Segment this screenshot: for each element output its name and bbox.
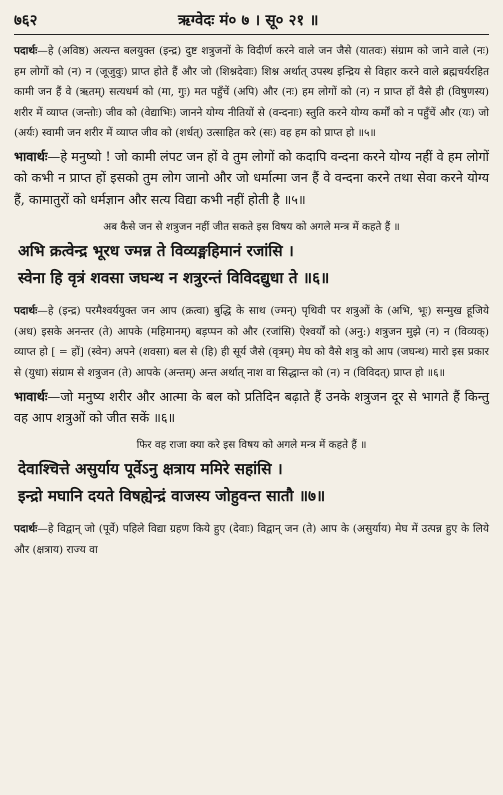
page-header	[14, 6, 489, 35]
padartha-label: पदार्थः	[14, 45, 38, 57]
padartha-text: —हे (इन्द्र) परमैश्वर्ययुक्त जन आप (क्रत्वा) बुद्धि के साथ (ज्मन्) पृथिवी पर शत्रुओं के (अभि, भूः) सन्मुख हूजिये (अध) इसके अनन्तर (ते) आपके (महिमानम्) बड़प्पन को और (रजांसि) ऐश्वर्यों को (अनु:) शत्रुजन मुझे (न) न (विव्यक्) व्याप्त हो [ = हों] (स्वेन) अपने (शवसा) बल से (हि) ही सूर्य जैसे (वृत्रम्) मेघ को वैसे शत्रु को आप (जघन्थ) मारो इस प्रकार से (युधा) संग्राम से शत्रुजन (ते) आपके (अन्तम्) अन्त अर्थात् नाश वा सिद्धान्त को (न) न (विविदत्) प्राप्त हो ॥६॥	[14, 305, 489, 379]
bhavartha-paragraph-6	[14, 387, 489, 430]
padartha-text: —हे विद्वान् जो (पूर्वे) पहिले विद्या ग्रहण किये हुए (देवाः) विद्वान् जन (ते) आप के (असुर्याय) मेघ में उत्पन्न हुए के लिये और (क्षत्राय) राज्य वा	[14, 523, 489, 556]
page-number: ७६२	[14, 11, 38, 29]
running-head: ऋग्वेदः मं० ७ । सू० २१ ॥	[177, 11, 319, 29]
padartha-text: —हे (अविष्ठ) अत्यन्त बलयुक्त (इन्द्र) दुष्ट शत्रुजनों के विदीर्ण करने वाले जन जैसे (यातवः) संग्राम को जाने वाले (नः) हम लोगों को (न) न (जूजुवुः) प्राप्त होते हैं और जो (शिश्नदेवाः) शिश्न अर्थात् उपस्थ इन्द्रिय से विहार करने वाले ब्रह्मचर्यरहित कामी जन हैं वे (ऋतम्) सत्यधर्म को (मा, गुः) मत पहुँचें (अपि) और (नः) हम लोगों को (न) न प्राप्त हों वैसे ही (विषुणस्य) शरीर में व्याप्त (जन्तोः) जीव को (वेद्याभिः) जानने योग्य नीतियों से (वन्दनाः) स्तुति करने योग्य कर्मों को न पहुँचें और (यः) जो (अर्यः) स्वामी जन शरीर में व्याप्त जीव को (शर्धत्) उत्साहित करे (सः) वह हम को प्राप्त हो ॥५॥	[14, 45, 489, 140]
mantra-7	[18, 456, 489, 509]
padartha-label: पदार्थः	[14, 305, 38, 318]
bhavartha-label: भावार्थः	[14, 389, 48, 405]
mantra-intro-7: फिर वह राजा क्या करे इस विषय को अगले मन्त्र में कहते हैं ॥	[136, 439, 367, 452]
mantra-line: देवाश्चित्ते असुर्याय पूर्वेऽनु क्षत्राय ममिरे सहांसि ।	[18, 460, 283, 479]
padartha-label: पदार्थः	[14, 523, 38, 536]
mantra-intro-6: अब कैसे जन से शत्रुजन नहीं जीत सकते इस विषय को अगले मन्त्र में कहते हैं ॥	[103, 221, 400, 234]
padartha-paragraph-6	[14, 301, 489, 383]
bhavartha-text: —जो मनुष्य शरीर और आत्मा के बल को प्रतिदिन बढ़ाते हैं उनके शत्रुजन दूर से भागते हैं किन्तु वह आप शत्रुओं को जीत सकें ॥६॥	[14, 389, 489, 426]
padartha-paragraph-7	[14, 519, 489, 560]
mantra-line: स्वेना हि वृत्रं शवसा जघन्थ न शत्रुरन्तं विविदद्युधा ते ॥६॥	[18, 268, 330, 287]
padartha-paragraph-5	[14, 41, 489, 144]
bhavartha-paragraph-5	[14, 147, 489, 211]
bhavartha-label: भावार्थः	[14, 149, 48, 165]
mantra-6	[18, 238, 489, 291]
mantra-line: अभि क्रत्वेन्द्र भूरध ज्मन्न ते विव्यङ्महिमानं रजांसि ।	[18, 242, 294, 261]
mantra-line: इन्द्रो मघानि दयते विषह्येन्द्रं वाजस्य जोहुवन्त सातौ ॥७॥	[18, 486, 326, 505]
bhavartha-text: —हे मनुष्यो ! जो कामी लंपट जन हों वे तुम लोगों को कदापि वन्दना करने योग्य नहीं वे हम लोगों को कभी न प्राप्त हों इसको तुम लोग जानो और जो धर्मात्मा जन हैं वे वन्दना करने तथा सेवा करने योग्य हैं, कामातुरों को धर्मज्ञान और सत्य विद्या कभी नहीं होती है ॥५॥	[14, 149, 489, 208]
